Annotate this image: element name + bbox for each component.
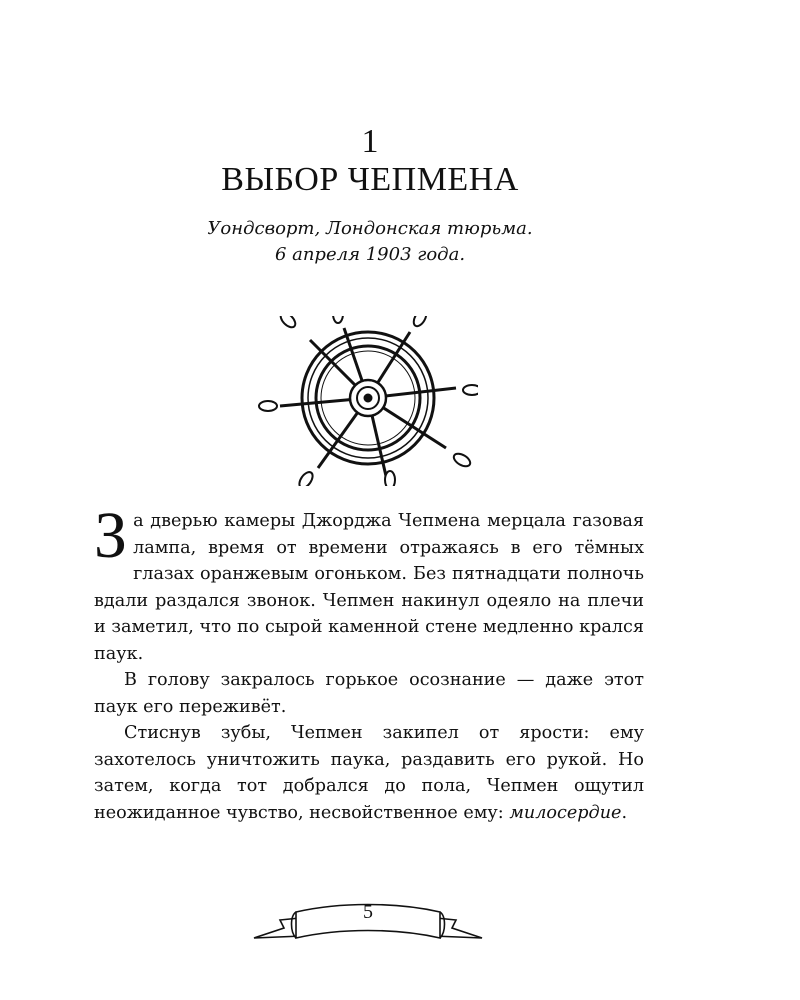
epigraph-date: 6 апреля 1903 года. [274,244,466,265]
paragraph-2: В голову закралось горькое осознание — даже этот паук его переживёт. [94,670,644,717]
drop-cap: З [94,499,128,572]
paragraph-3-text: Стиснув зубы, Чепмен закипел от ярости: ему захотелось уничтожить паука, раздавить его рукой. Но затем, когда тот добрался до пола, Чепмен ощутил неожиданное чувство, несвойственное ему: [94,723,644,823]
epigraph-place: Уондсворт, Лондонская тюрьма. [207,218,533,239]
chapter-title: ВЫБОР ЧЕПМЕНА [221,161,519,198]
body-text [94,499,644,826]
paragraph-3 [94,720,644,826]
paragraph-3-end: . [621,802,628,823]
emphasis-word: милосердие [509,802,622,823]
chapter-number: 1 [361,123,379,160]
page-number: 5 [363,901,373,923]
paragraph-1-text: а дверью камеры Джорджа Чепмена мерцала газовая лампа, время от времени отражаясь в его тёмных глазах оранжевым огоньком. Без пятнадцати полночь вдали раздался звонок. Чепмен накинул одеяло на плечи и заметил, что по сырой каменной стене медленно крался паук. [94,511,644,664]
ship-wheel-icon [258,316,478,486]
epigraph [0,216,740,268]
paragraph-1 [94,499,644,667]
